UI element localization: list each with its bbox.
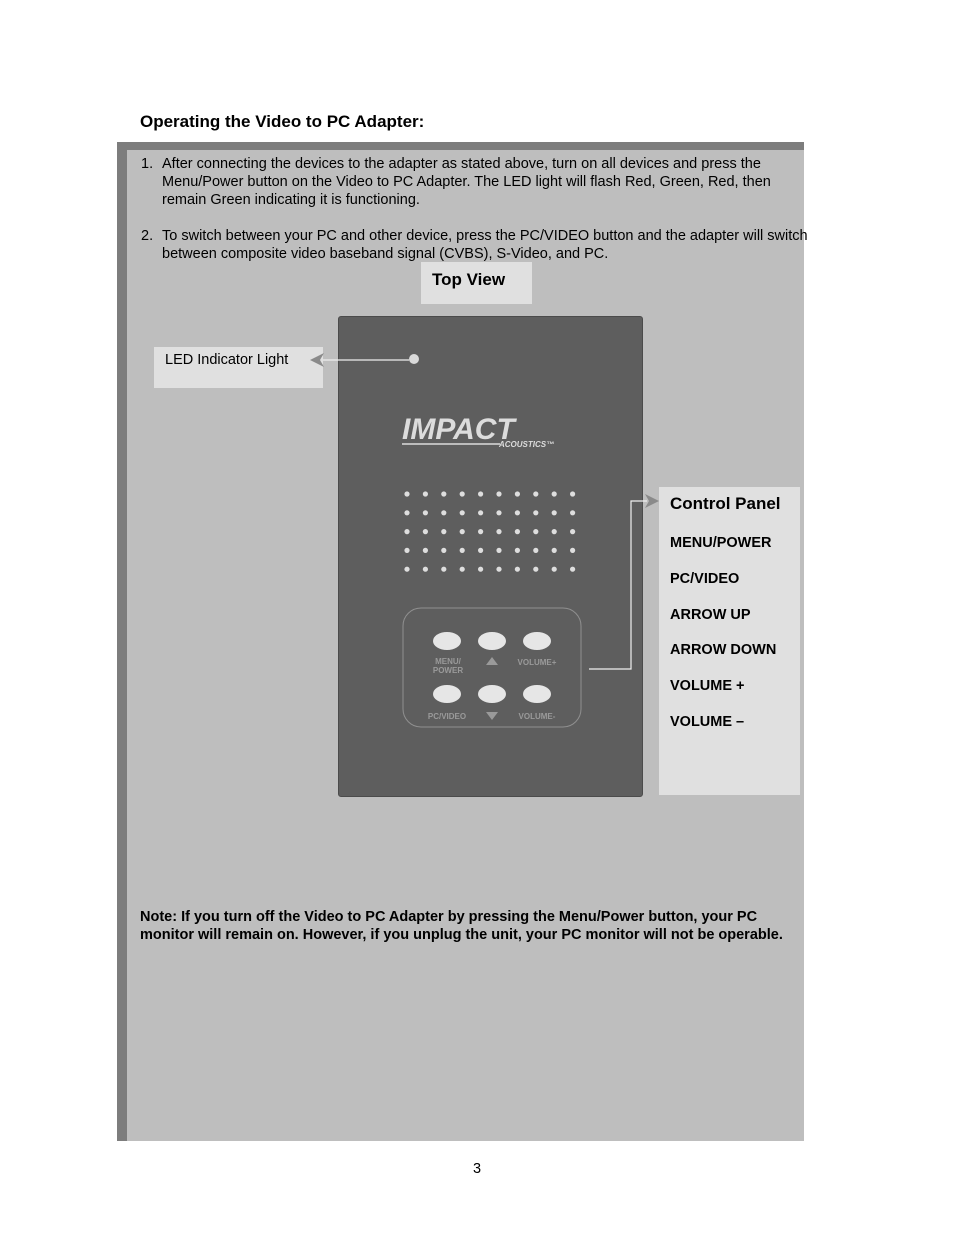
grille-dot <box>515 548 520 553</box>
grille-dot <box>404 529 409 534</box>
grille-dot <box>441 529 446 534</box>
top-view-label: Top View <box>432 270 506 289</box>
grille-dot <box>552 548 557 553</box>
grille-dot <box>423 529 428 534</box>
grille-dot <box>570 491 575 496</box>
grille-dot <box>423 548 428 553</box>
grille-dot <box>404 567 409 572</box>
control-panel-item: VOLUME – <box>670 714 745 730</box>
grille-dot <box>423 567 428 572</box>
grille-dot <box>460 491 465 496</box>
grille-dot <box>533 510 538 515</box>
note-text: Note: If you turn off the Video to PC Adapter by pressing the Menu/Power button, your PC monitor will remain on. However, if you unplug the unit, your PC monitor will not be operable. <box>140 909 783 943</box>
grille-dot <box>570 548 575 553</box>
control-panel-item: VOLUME + <box>670 678 745 694</box>
grille-dot <box>570 529 575 534</box>
page-number: 3 <box>472 1161 482 1177</box>
grille-dot <box>515 491 520 496</box>
control-panel-title: Control Panel <box>670 494 781 513</box>
control-panel-arrowhead-icon <box>645 494 659 508</box>
control-panel-item: ARROW UP <box>670 607 751 623</box>
arrow-up-icon <box>486 657 498 665</box>
menu-power-button[interactable] <box>433 632 461 650</box>
volume-plus-label: VOLUME+ <box>517 658 557 667</box>
grille-dot <box>552 510 557 515</box>
grille-dot <box>552 529 557 534</box>
control-panel-item: ARROW DOWN <box>670 642 777 658</box>
grille-dot <box>515 567 520 572</box>
grille-dot <box>533 567 538 572</box>
control-panel-leader-line <box>589 501 647 669</box>
control-panel-item: MENU/POWER <box>670 535 772 551</box>
step-text: After connecting the devices to the adapter as stated above, turn on all devices and press the Menu/Power button on the Video to PC Adapter. The LED light will flash Red, Green, Red, then remain Green indicating it is functioning. <box>162 156 771 208</box>
brand-logo-main: IMPACT <box>402 413 515 446</box>
control-panel-label-box <box>659 487 800 795</box>
grille-dot <box>533 529 538 534</box>
menu-power-label-line1: MENU/ <box>435 657 461 666</box>
grille-dot <box>460 510 465 515</box>
grille-dot <box>496 510 501 515</box>
pc-video-label: PC/VIDEO <box>427 712 467 721</box>
arrow-up-button[interactable] <box>478 632 506 650</box>
control-panel-item: PC/VIDEO <box>670 571 740 587</box>
grille-dot <box>404 548 409 553</box>
grille-dot <box>552 567 557 572</box>
grille-dot <box>515 510 520 515</box>
grille-dot <box>441 548 446 553</box>
section-heading: Operating the Video to PC Adapter: <box>140 112 425 131</box>
grille-dot <box>404 510 409 515</box>
brand-logo-sub: ACOUSTICS™ <box>499 440 555 449</box>
led-arrowhead-icon <box>310 353 324 367</box>
grille-dot <box>441 510 446 515</box>
step-text: To switch between your PC and other device, press the PC/VIDEO button and the adapter will switch between composite video baseband signal (CVBS), S-Video, and PC. <box>162 228 808 262</box>
grille-dot <box>496 548 501 553</box>
grille-dot <box>478 529 483 534</box>
grille-dot <box>570 567 575 572</box>
arrow-down-icon <box>486 712 498 720</box>
arrow-down-button[interactable] <box>478 685 506 703</box>
grille-dot <box>460 548 465 553</box>
menu-power-label-line2: POWER <box>432 666 464 675</box>
grille-dot <box>478 491 483 496</box>
grille-dot <box>552 491 557 496</box>
speaker-grille <box>404 491 575 571</box>
grille-dot <box>496 567 501 572</box>
grille-dot <box>496 491 501 496</box>
grille-dot <box>423 510 428 515</box>
grille-dot <box>423 491 428 496</box>
grille-dot <box>478 567 483 572</box>
grille-dot <box>460 567 465 572</box>
pc-video-button[interactable] <box>433 685 461 703</box>
volume-minus-button[interactable] <box>523 685 551 703</box>
grille-dot <box>570 510 575 515</box>
led-indicator-label: LED Indicator Light <box>165 352 289 368</box>
grille-dot <box>478 510 483 515</box>
grille-dot <box>515 529 520 534</box>
grille-dot <box>460 529 465 534</box>
volume-plus-button[interactable] <box>523 632 551 650</box>
button-cluster-outline <box>403 608 581 727</box>
led-indicator-light <box>409 354 419 364</box>
volume-minus-label: VOLUME- <box>518 712 556 721</box>
grille-dot <box>533 491 538 496</box>
grille-dot <box>496 529 501 534</box>
step-number: 1. <box>141 156 154 172</box>
grille-dot <box>441 491 446 496</box>
grille-dot <box>404 491 409 496</box>
grille-dot <box>441 567 446 572</box>
grille-dot <box>478 548 483 553</box>
step-number: 2. <box>141 228 154 244</box>
grille-dot <box>533 548 538 553</box>
